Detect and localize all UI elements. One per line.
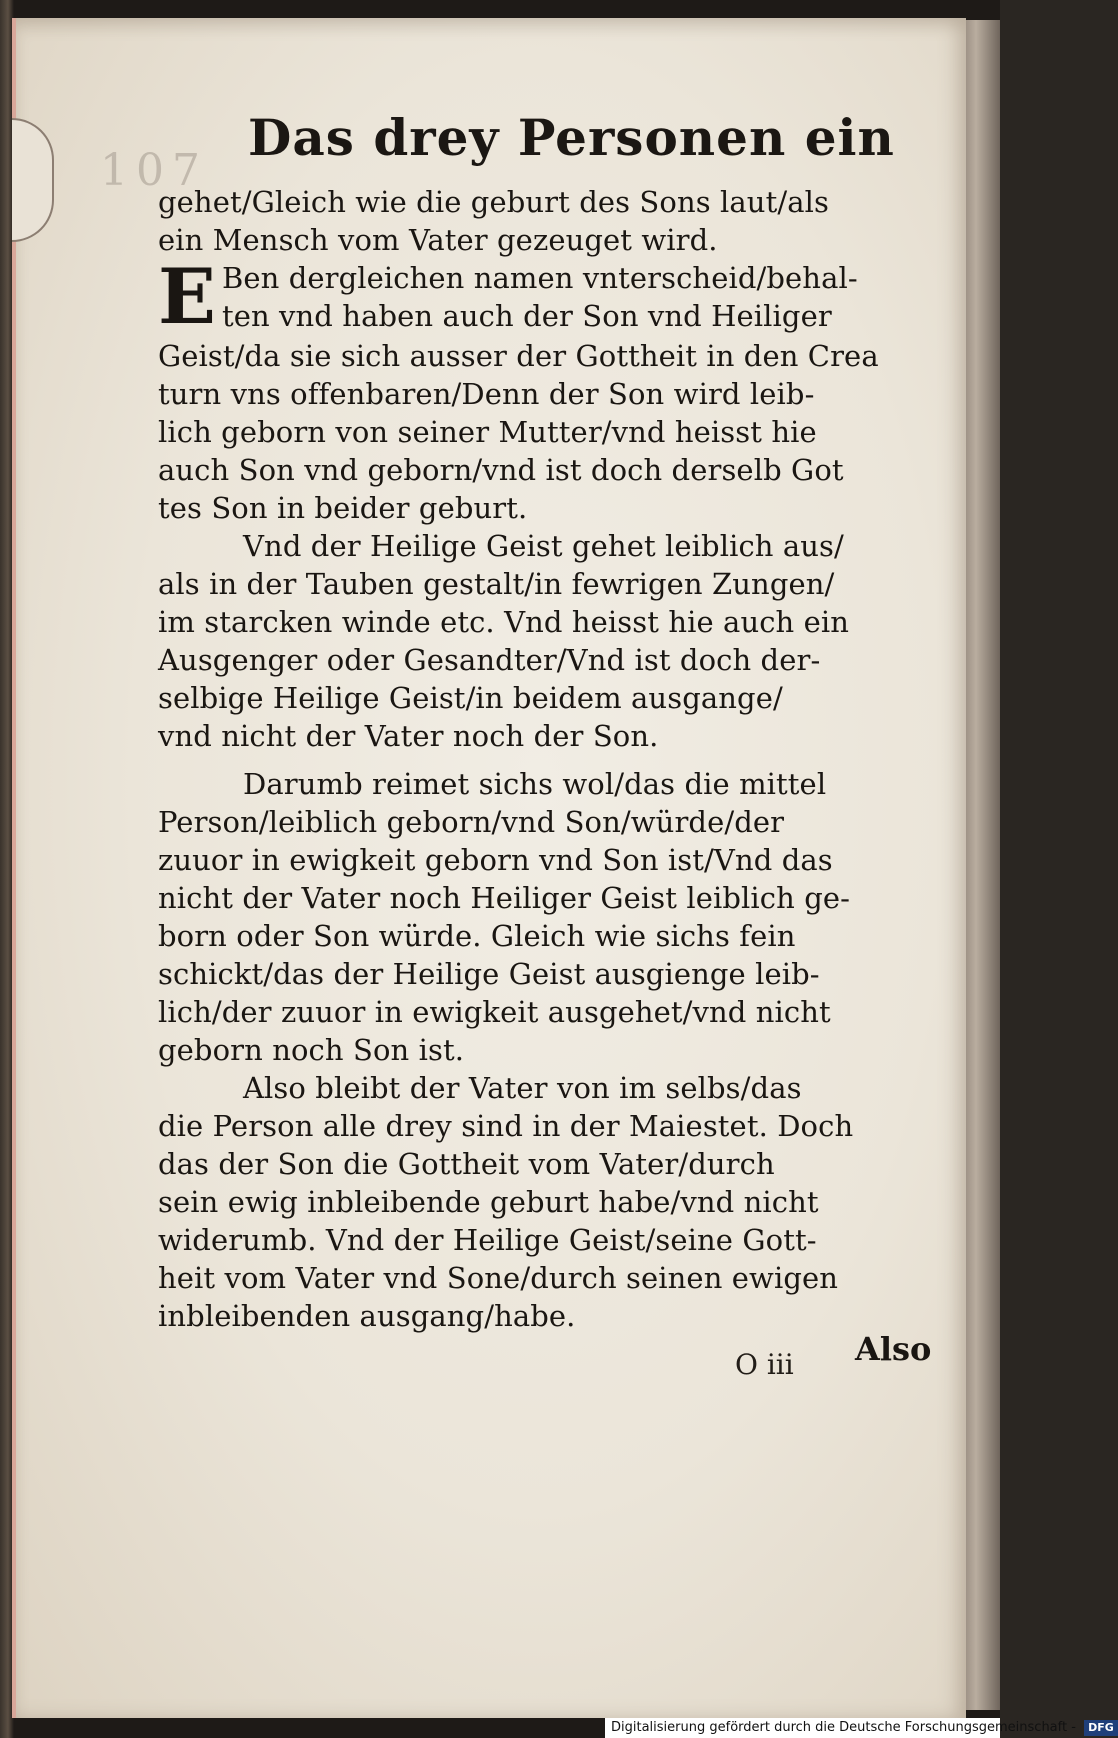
signature-mark: O iii <box>735 1348 794 1381</box>
page-tab <box>12 118 54 242</box>
text-line: turn vns offenbaren/Denn der Son wird leib- <box>158 377 815 411</box>
text-line: widerumb. Vnd der Heilige Geist/seine Gott- <box>158 1223 817 1257</box>
text-line: Geist/da sie sich ausser der Gottheit in den Crea <box>158 339 879 373</box>
text-line: als in der Tauben gestalt/in fewrigen Zungen/ <box>158 567 835 601</box>
text-line: Darumb reimet sichs wol/das die mittel <box>243 767 827 801</box>
text-line: Ausgenger oder Gesandter/Vnd ist doch der- <box>158 643 821 677</box>
text-line: tes Son in beider geburt. <box>158 491 528 525</box>
text-line: born oder Son würde. Gleich wie sichs fein <box>158 919 796 953</box>
text-line: Also bleibt der Vater von im selbs/das <box>243 1071 802 1105</box>
text-line: Person/leiblich geborn/vnd Son/würde/der <box>158 805 785 839</box>
text-line: sein ewig inbleibende geburt habe/vnd nicht <box>158 1185 819 1219</box>
page-edge <box>960 20 1000 1710</box>
paragraph-5 <box>158 1069 928 1335</box>
text-line: lich geborn von seiner Mutter/vnd heisst hie <box>158 415 817 449</box>
text-line: ten vnd haben auch der Son vnd Heiliger <box>221 299 832 333</box>
text-line: ein Mensch vom Vater gezeuget wird. <box>158 223 718 257</box>
paragraph-1 <box>158 183 928 259</box>
text-line: Ben dergleichen namen vnterscheid/behal- <box>221 261 858 295</box>
text-line: nicht der Vater noch Heiliger Geist leiblich ge- <box>158 881 851 915</box>
text-line: das der Son die Gottheit vom Vater/durch <box>158 1147 775 1181</box>
drop-initial: E <box>158 252 216 341</box>
footer-text: Digitalisierung gefördert durch die Deutsche Forschungsgemeinschaft - <box>611 1720 1076 1735</box>
text-line: Vnd der Heilige Geist gehet leiblich aus/ <box>243 529 844 563</box>
text-line: zuuor in ewigkeit geborn vnd Son ist/Vnd das <box>158 843 833 877</box>
text-line: vnd nicht der Vater noch der Son. <box>158 719 659 753</box>
dfg-logo: DFG <box>1084 1720 1118 1736</box>
paragraph-4 <box>158 765 928 1069</box>
text-line: gehet/Gleich wie die geburt des Sons laut/als <box>158 185 829 219</box>
text-line: geborn noch Son ist. <box>158 1033 465 1067</box>
paragraph-3 <box>158 527 928 755</box>
text-line: auch Son vnd geborn/vnd ist doch derselb Got <box>158 453 844 487</box>
folio-number: 107 <box>100 145 208 196</box>
dfg-footer <box>605 1718 1114 1738</box>
text-line: selbige Heilige Geist/in beidem ausgange/ <box>158 681 783 715</box>
text-line: die Person alle drey sind in der Maiestet. Doch <box>158 1109 854 1143</box>
main-text <box>158 183 928 1335</box>
text-line: inbleibenden ausgang/habe. <box>158 1299 576 1333</box>
text-line: im starcken winde etc. Vnd heisst hie auch ein <box>158 605 850 639</box>
text-line: schickt/das der Heilige Geist ausgienge leib- <box>158 957 820 991</box>
running-head: Das drey Personen ein <box>248 108 895 167</box>
catchword: Also <box>855 1330 932 1368</box>
text-line: lich/der zuuor in ewigkeit ausgehet/vnd nicht <box>158 995 831 1029</box>
text-line: heit vom Vater vnd Sone/durch seinen ewigen <box>158 1261 839 1295</box>
paragraph-2 <box>158 252 928 527</box>
